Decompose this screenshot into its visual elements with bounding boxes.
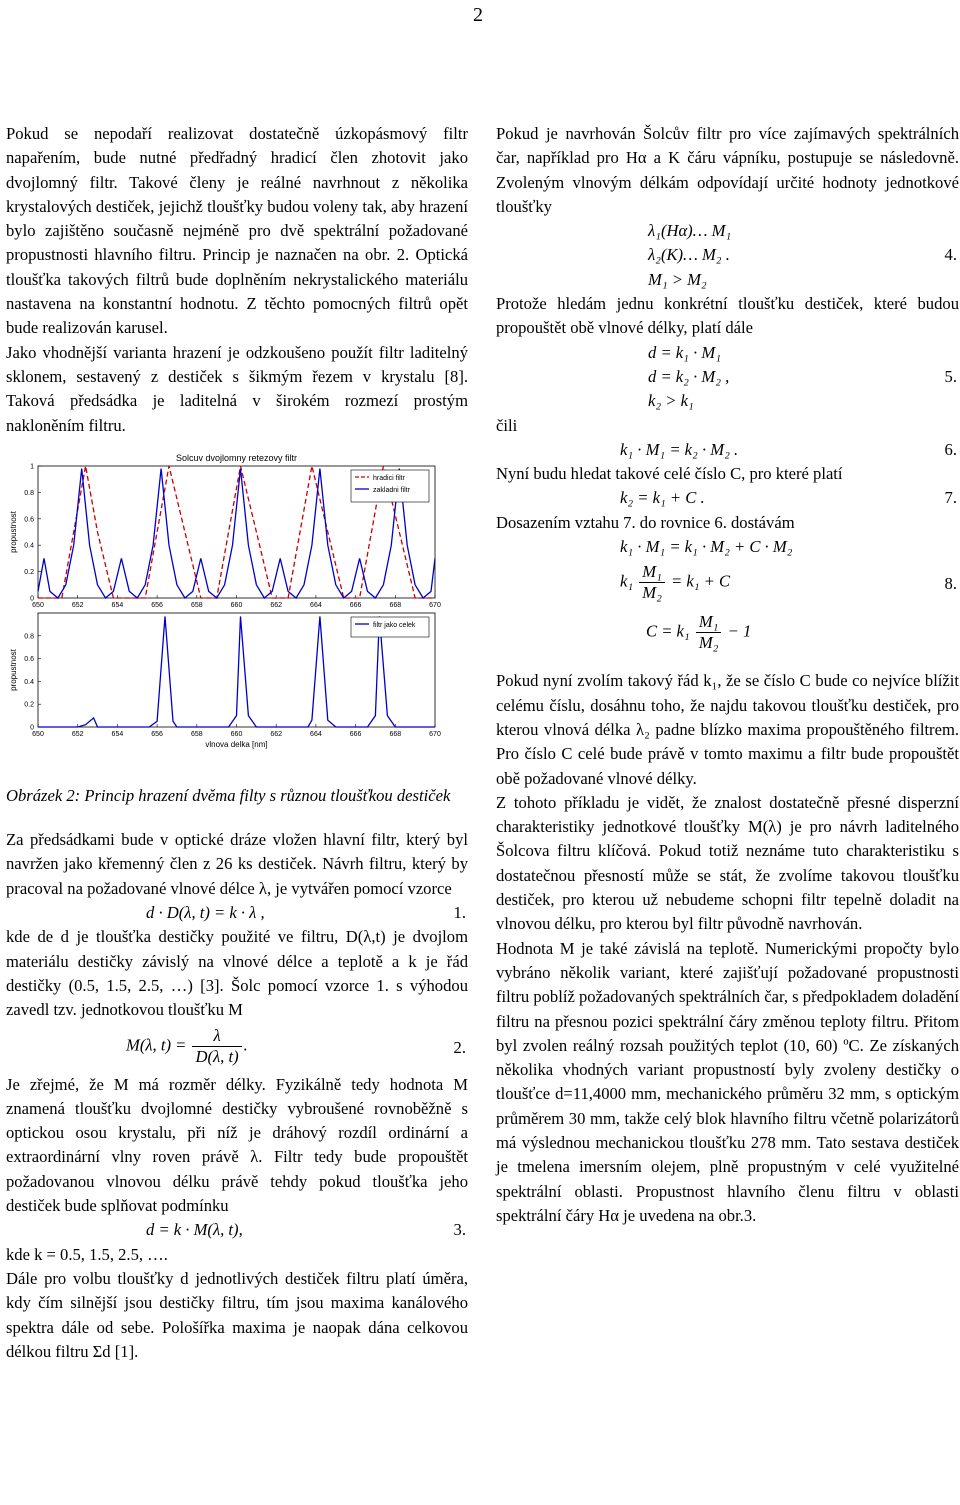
equation-8b-rhs: = k₁ + C (671, 571, 731, 591)
equation-8a-expr: k₁ · M₁ = k₁ · M₂ + C · M₂ (620, 537, 793, 557)
equation-8c-denominator: M₂ (698, 633, 719, 653)
equation-6-expr: k₁ · M₁ = k₂ · M₂ . (620, 439, 739, 459)
equation-8b (496, 559, 959, 609)
equation-5b-expr: d = k₂ · M₂ , (648, 366, 730, 386)
equation-8c-fraction (696, 612, 722, 653)
page-number: 2 (473, 4, 483, 26)
equation-8c-rhs: − 1 (727, 621, 752, 641)
equation-2-number: 2. (453, 1037, 466, 1057)
equation-4c-expr: M₁ > M₂ (648, 269, 707, 289)
left-column (6, 122, 468, 1364)
x-tick-label: 652 (71, 730, 84, 738)
x-tick-label: 664 (310, 730, 322, 738)
y-tick-label: 1 (30, 463, 34, 471)
x-tick-label: 668 (389, 730, 402, 738)
equation-2-denominator: D(λ, t) (195, 1046, 239, 1066)
equation-3-number: 3. (453, 1220, 466, 1240)
paragraph: Hodnota M je také závislá na teplotě. Numerickými propočty bylo vybráno několik variant, které zajišťují požadované propustnosti filtru poblíž požadovaných spektrálních čar, s předpokladem doladění filtru na přesnou pozici spektrální čáry změnou teploty filtru. Přitom byl zvolen reálný rozsah použitých teplot (10, 60) ºC. Ze získaných několika vhodných variant propustností byly zvoleny destičky o tloušťce d=11,4000 mm, mechanického průměru 32 mm, s optickým průměrem 30 mm, takže celý blok hlavního filtru včetně polarizátorů má výslednou mechanickou tloušťku 278 mm. Tato sestava destiček je tmelena imersním olejem, plně propustným v celé využitelné spektrální oblasti. Propustnost hlavního členu filtru v oblasti spektrální čáry Hα je uvedena na obr.3. (496, 938, 959, 1225)
equation-2-numerator: λ (192, 1026, 241, 1047)
y-axis-label: propustnost (9, 510, 18, 553)
paragraph: Jako vhodnější varianta hrazení je odzkoušeno použít filtr laditelný sklonem, sestavený z destiček s šikmým řezem v krystalu [8]. Taková předsádka je laditelná v širokém rozmezí prostým nakloněním filtru. (6, 342, 468, 435)
x-tick-label: 654 (111, 730, 124, 738)
paragraph: kde de d je tloušťka destičky použité ve filtru, D(λ,t) je dvojlom materiálu destičky závislý na vlnové délce a teplotě a k je řád destičky (0.5, 1.5, 2.5, …) [3]. Šolc pomocí vzorce 1. s výhodou zavedl tzv. jednotkovou tloušťku M (6, 927, 468, 1020)
x-tick-label: 662 (270, 601, 283, 609)
equation-8c (496, 609, 959, 659)
x-tick-label: 666 (349, 730, 362, 738)
x-tick-label: 650 (32, 601, 44, 609)
legend-entry: filtr jako celek (373, 621, 416, 629)
equation-7-expr: k₂ = k₁ + C . (620, 488, 705, 508)
paragraph: Dosazením vztahu 7. do rovnice 6. dostávám (496, 512, 795, 532)
paragraph: Protože hledám jednu konkrétní tloušťku destiček, které budou propouštět obě vlnové délky, platí dále (496, 294, 959, 338)
x-tick-label: 656 (151, 730, 163, 738)
legend-entry: zakladni filtr (373, 486, 410, 494)
legend-entry: hradici filtr (373, 474, 405, 482)
equation-8a (496, 535, 959, 559)
chart-title: Solcuv dvojlomny retezovy filtr (175, 452, 298, 463)
y-tick-label: 0.2 (24, 701, 34, 709)
paragraph: kde k = 0.5, 1.5, 2.5, …. (6, 1244, 168, 1264)
figure-2 (6, 446, 468, 776)
equation-5b (496, 365, 959, 389)
y-tick-label: 0.8 (24, 633, 34, 641)
equation-2 (6, 1023, 468, 1073)
equation-2-tail: . (243, 1034, 248, 1054)
paragraph: Pokud je navrhován Šolcův filtr pro více zajímavých spektrálních čar, například pro Hα a K čáru vápníku, postupuje se následovně. Zvoleným vlnovým délkám odpovídají určité hodnoty jednotkové tloušťky (496, 124, 959, 216)
cili-label: čili (496, 415, 518, 435)
equation-4a-expr: λ₁(Hα)… M₁ (648, 221, 732, 241)
paragraph: Z tohoto příkladu je vidět, že znalost dostatečně přesné disperzní charakteristiky jednotkové tloušťky M(λ) je pro návrh laditelného Šolcova filtru klíčová. Pokud totiž neznáme tuto charakteristiku s dostatečnou přesností může se stát, že zvolíme takovou tloušťku destiček, pro kterou už nebudeme schopni filtr tepelně doladit na vlnovou délku, pro kterou byl filtr původně navrhován. (496, 792, 959, 934)
equation-8c-lhs: C = k₁ (646, 621, 690, 641)
equation-7 (496, 486, 959, 510)
equation-8-number: 8. (944, 574, 957, 594)
right-column (496, 122, 959, 1228)
y-axis-label: propustnost (9, 648, 18, 691)
y-tick-label: 0.6 (24, 655, 34, 663)
x-tick-label: 670 (429, 730, 441, 738)
equation-5a (496, 341, 959, 365)
x-tick-label: 660 (230, 601, 243, 609)
equation-1-expr: d · D(λ, t) = k · λ , (146, 903, 265, 923)
equation-4a (496, 219, 959, 243)
x-tick-label: 666 (349, 601, 362, 609)
equation-7-number: 7. (944, 488, 957, 508)
figure-caption: Obrázek 2: Princip hrazení dvěma filty s různou tloušťkou destiček (6, 785, 451, 805)
equation-2-lhs: M(λ, t) = (126, 1034, 187, 1054)
equation-1-number: 1. (453, 903, 466, 923)
x-tick-label: 670 (429, 601, 441, 609)
paragraph: Je zřejmé, že M má rozměr délky. Fyzikálně tedy hodnota M znamená tloušťku dvojlomné destičky vybroušené rovnoběžně s optickou osou krystalu, při níž je dráhový rozdíl ordinární a extraordinární vlny roven právě λ. Filtr tedy bude propouštět požadovanou vlnovou délku právě tehdy pokud tloušťka jeho destiček bude splňovat podmínku (6, 1074, 468, 1216)
x-tick-label: 668 (389, 601, 402, 609)
equation-8b-fraction (639, 562, 665, 603)
y-tick-label: 0 (30, 595, 34, 603)
x-tick-label: 662 (270, 730, 283, 738)
x-axis-label: vlnova delka [nm] (205, 739, 268, 749)
equation-3-expr: d = k · M(λ, t), (146, 1220, 243, 1240)
x-tick-label: 658 (190, 730, 203, 738)
y-tick-label: 0.4 (24, 542, 34, 550)
y-tick-label: 0.4 (24, 678, 34, 686)
x-tick-label: 654 (111, 601, 124, 609)
y-tick-label: 0.6 (24, 516, 34, 524)
equation-6-number: 6. (944, 439, 957, 459)
equation-8b-numerator: M₁ (639, 562, 665, 583)
equation-4b-expr: λ₂(K)… M₂ . (648, 245, 730, 265)
equation-5-number: 5. (944, 366, 957, 386)
equation-1 (6, 901, 468, 925)
equation-8b-lhs: k₁ (620, 571, 634, 591)
equation-3 (6, 1218, 468, 1242)
x-tick-label: 656 (151, 601, 163, 609)
x-tick-label: 652 (71, 601, 84, 609)
equation-4b (496, 243, 959, 267)
paragraph: Za předsádkami bude v optické dráze vložen hlavní filtr, který byl navržen jako křemenný člen z 26 ks destiček. Návrh filtru, který by pracoval na požadované vlnové délce λ, je vytvářen pomocí vzorce (6, 830, 468, 898)
paragraph: Nyní budu hledat takové celé číslo C, pro které platí (496, 464, 843, 484)
x-tick-label: 664 (310, 601, 322, 609)
equation-8c-numerator: M₁ (696, 612, 722, 633)
y-tick-label: 0.2 (24, 568, 34, 576)
equation-5a-expr: d = k₁ · M₁ (648, 342, 721, 362)
equation-6 (496, 438, 959, 462)
paragraph: Dále pro volbu tloušťky d jednotlivých destiček filtru platí úměra, kdy čím silnější jsou destičky filtru, tím jsou maxima kanálového spektra dále od sebe. Pološířka maxima je naopak dána celkovou délkou filtru Σd [1]. (6, 1268, 468, 1361)
equation-4-number: 4. (944, 245, 957, 265)
equation-5c-expr: k₂ > k₁ (648, 391, 694, 411)
equation-4c (496, 268, 959, 292)
x-tick-label: 658 (190, 601, 203, 609)
x-tick-label: 650 (32, 730, 44, 738)
equation-8b-denominator: M₂ (642, 583, 662, 603)
figure-2-chart (6, 446, 468, 776)
paragraph: Pokud se nepodaří realizovat dostatečně úzkopásmový filtr napařením, bude nutné předřadný hradicí člen zhotovit jako dvojlomný filtr. Takové členy je reálné navrhnout z několika krystalových destiček, jejichž tloušťky budou voleny tak, aby hrazení bylo zajištěno současně nejméně pro dvě spektrální požadované propustnosti hlavního filtru. Princip je naznačen na obr. 2. Optická tloušťka takových filtrů bude doplněním nekrystalického materiálu nastavena na konstantní hodnotu. Z těchto pomocných filtrů opět bude realizován karusel. (6, 124, 468, 338)
y-tick-label: 0.8 (24, 489, 34, 497)
x-tick-label: 660 (230, 730, 243, 738)
y-tick-label: 0 (30, 724, 34, 732)
paragraph: Pokud nyní zvolím takový řád k₁, že se číslo C bude co nejvíce blížit celému číslu, dosáhnu toho, že najdu takovou tloušťku destiček, pro kterou vlnová délka λ₂ padne blízko maxima propouštěného filtrem. Pro číslo C celé bude právě v tomto maximu a filtr bude propouštět obě požadované vlnové délky. (496, 671, 959, 788)
equation-5c (496, 389, 959, 413)
equation-2-fraction (192, 1026, 241, 1067)
